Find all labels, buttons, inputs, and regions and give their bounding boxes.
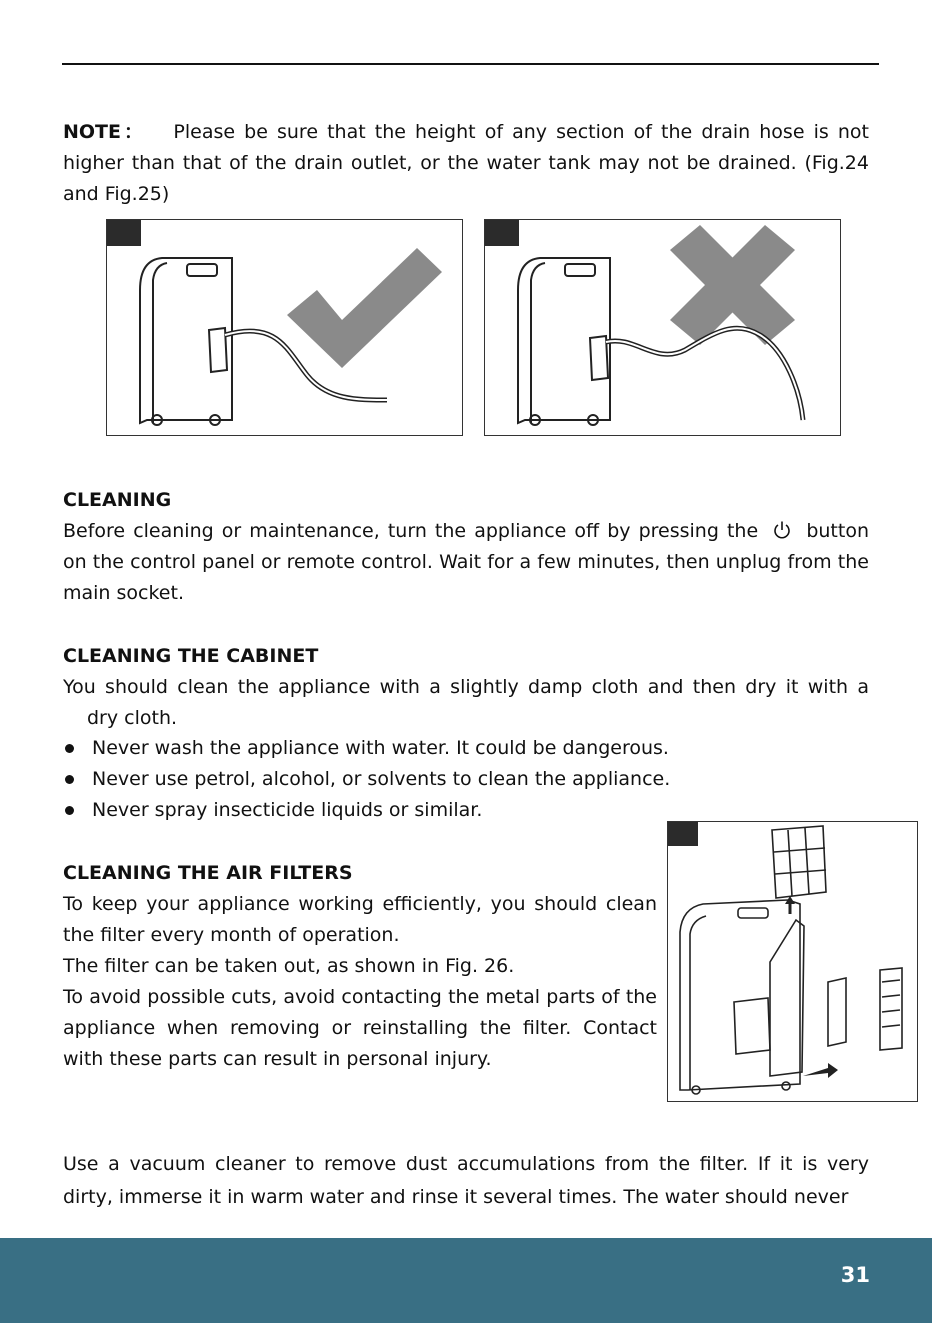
cleaning-heading: CLEANING <box>63 489 172 511</box>
figure-26 <box>667 821 918 1102</box>
note-label: NOTE： <box>63 121 147 143</box>
right-arrow-icon <box>803 1063 838 1078</box>
figure-24-tag <box>107 220 141 246</box>
air-filters-paragraph-3: To avoid possible cuts, avoid contacting the metal parts of the appliance when removing or reinstalling the filter. Contact with these parts can result in personal injury. <box>63 986 657 1070</box>
figure-24 <box>106 219 463 436</box>
cabinet-bullet-list <box>63 733 670 826</box>
check-mark-icon <box>287 248 442 368</box>
note-paragraph <box>63 117 869 210</box>
page-footer <box>0 1238 932 1323</box>
list-item: Never use petrol, alcohol, or solvents to clean the appliance. <box>63 764 670 795</box>
air-filters-paragraph-2: The filter can be taken out, as shown in Fig. 26. <box>63 955 515 977</box>
drain-hose-correct-illustration <box>107 220 462 435</box>
power-icon <box>772 520 792 540</box>
air-filters-paragraph-1: To keep your appliance working efficiently, you should clean the filter every month of operation. <box>63 893 657 946</box>
cleaning-text-after-icon: button on the control panel or remote control. Wait for a few minutes, then unplug from the main socket. <box>63 520 869 604</box>
vacuum-paragraph: Use a vacuum cleaner to remove dust accumulations from the filter. If it is very dirty, immerse it in warm water and rinse it several times. The water should never <box>63 1153 869 1208</box>
cabinet-heading: CLEANING THE CABINET <box>63 645 319 667</box>
list-item: Never spray insecticide liquids or similar. <box>63 795 670 826</box>
figure-26-tag <box>668 822 698 846</box>
cabinet-intro-line1: You should clean the appliance with a slightly damp cloth and then dry it with a <box>63 676 869 698</box>
air-filter-removal-illustration <box>668 822 917 1101</box>
drain-hose-incorrect-illustration <box>485 220 840 435</box>
note-text: Please be sure that the height of any section of the drain hose is not higher than that of the drain outlet, or the water tank may not be drained. (Fig.24 and Fig.25) <box>63 121 869 205</box>
header-rule <box>62 63 879 65</box>
up-arrow-icon <box>785 896 795 914</box>
list-item: Never wash the appliance with water. It could be dangerous. <box>63 733 670 764</box>
cabinet-intro-line2: dry cloth. <box>87 707 178 729</box>
air-filters-heading: CLEANING THE AIR FILTERS <box>63 862 353 884</box>
page-number: 31 <box>840 1263 870 1287</box>
cleaning-paragraph <box>63 516 869 609</box>
cleaning-text-before-icon: Before cleaning or maintenance, turn the appliance off by pressing the <box>63 520 759 542</box>
figure-25 <box>484 219 841 436</box>
figure-25-tag <box>485 220 519 246</box>
